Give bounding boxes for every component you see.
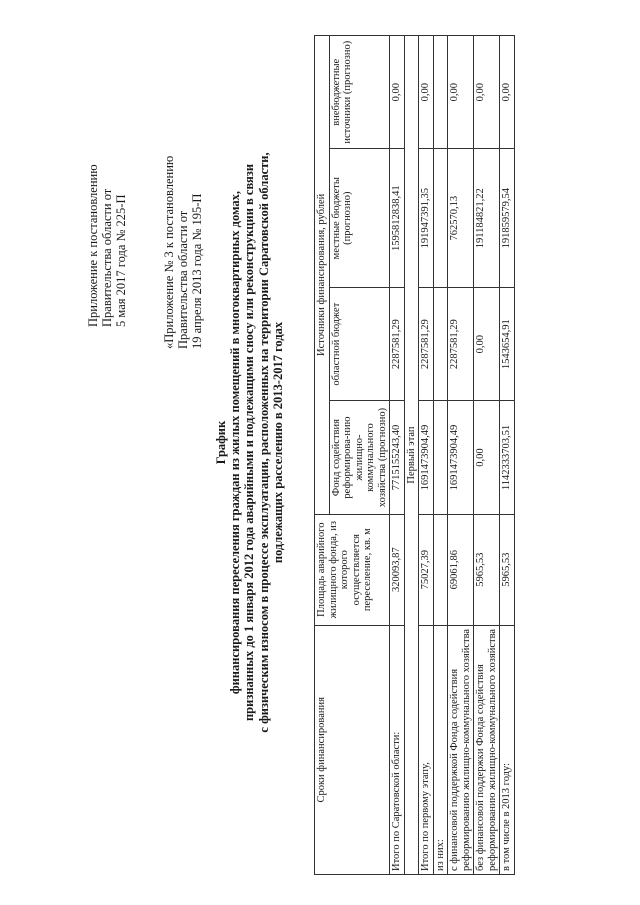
- appendix-line: Правительства области от: [176, 210, 190, 349]
- cell-fund: 0,00: [474, 401, 500, 514]
- header-row: [315, 36, 330, 875]
- cell-extra: 0,00: [500, 36, 515, 149]
- header-local: местные бюджеты (прогнозно): [329, 149, 390, 288]
- row-label: Итого по первому этапу,: [419, 625, 434, 874]
- cell-regional: 1543654,91: [500, 287, 515, 400]
- stage-label: Первый этап: [404, 36, 419, 875]
- appendix-note-original: [162, 119, 204, 349]
- cell-local: 191184821,22: [474, 149, 500, 288]
- header-period: Сроки финансирования: [315, 625, 390, 874]
- title-line: с физическим износом в процессе эксплуатации, расположенных на территории Саратовской области,: [256, 152, 271, 733]
- row-label: Итого по Саратовской области:: [390, 625, 405, 874]
- cell-local: [433, 149, 448, 288]
- title-line: График: [214, 420, 228, 465]
- appendix-line: Приложение к постановлению: [86, 164, 100, 327]
- cell-extra: 0,00: [419, 36, 434, 149]
- cell-area: 5965,53: [500, 514, 515, 625]
- table-row: [500, 36, 515, 875]
- cell-extra: [433, 36, 448, 149]
- table-row: [474, 36, 500, 875]
- cell-fund: 1142333703,51: [500, 401, 515, 514]
- row-label: в том числе в 2013 году:: [500, 625, 515, 874]
- row-label: из них:: [433, 625, 448, 874]
- cell-fund: 1691473904,49: [448, 401, 474, 514]
- cell-local: 762570,13: [448, 149, 474, 288]
- header-regional: областной бюджет: [329, 287, 390, 400]
- header-area: Площадь аварийного жилищного фонда, из которого осуществляется переселение, кв. м: [315, 514, 390, 625]
- appendix-line: «Приложение № 3 к постановлению: [162, 155, 176, 349]
- cell-area: 320093,87: [390, 514, 405, 625]
- cell-extra: 0,00: [474, 36, 500, 149]
- header-extra: внебюджетные источники (прогнозно): [329, 36, 390, 149]
- cell-area: 69061,86: [448, 514, 474, 625]
- cell-regional: 2287581,29: [419, 287, 434, 400]
- row-label: с финансовой поддержкой Фонда содействия реформированию жилищно-коммунального хозяйства: [448, 625, 474, 874]
- cell-area: [433, 514, 448, 625]
- appendix-line: 5 мая 2017 года № 225-П: [114, 194, 128, 327]
- cell-regional: [433, 287, 448, 400]
- header-sources: Источники финансирования, рублей: [315, 36, 330, 515]
- appendix-note-current: [86, 127, 128, 327]
- title-line: подлежащих расселению в 2013-2017 годах: [270, 321, 285, 564]
- cell-local: 191947391,35: [419, 149, 434, 288]
- stage-row: [404, 36, 419, 875]
- cell-local: 1595812838,41: [390, 149, 405, 288]
- table-row-total: [390, 36, 405, 875]
- cell-regional: 0,00: [474, 287, 500, 400]
- appendix-line: 19 апреля 2013 года № 195-П: [190, 193, 204, 349]
- cell-extra: 0,00: [448, 36, 474, 149]
- cell-area: 5965,53: [474, 514, 500, 625]
- table-row: [448, 36, 474, 875]
- cell-extra: 0,00: [390, 36, 405, 149]
- cell-fund: 7715155243,40: [390, 401, 405, 514]
- header-fund: Фонд содействия реформирова-нию жилищно-коммунального хозяйства (прогнозно): [329, 401, 390, 514]
- title-line: признанных до 1 января 2012 года аварийными и подлежащими сносу или реконструкции в связи: [242, 163, 257, 722]
- cell-fund: [433, 401, 448, 514]
- cell-regional: 2287581,29: [448, 287, 474, 400]
- title-line: финансирования переселения граждан из жилых помещений в многоквартирных домах,: [228, 190, 243, 695]
- table-row: [419, 36, 434, 875]
- financing-table: [314, 35, 515, 875]
- cell-area: 75027,39: [419, 514, 434, 625]
- cell-regional: 2287581,29: [390, 287, 405, 400]
- document-title: [214, 20, 285, 865]
- row-label: без финансовой поддержки Фонда содействия реформированию жилищно-коммунального хозяйства: [474, 625, 500, 874]
- cell-fund: 1691473904,49: [419, 401, 434, 514]
- cell-local: 191859579,54: [500, 149, 515, 288]
- appendix-line: Правительства области от: [100, 188, 114, 327]
- table-row: [433, 36, 448, 875]
